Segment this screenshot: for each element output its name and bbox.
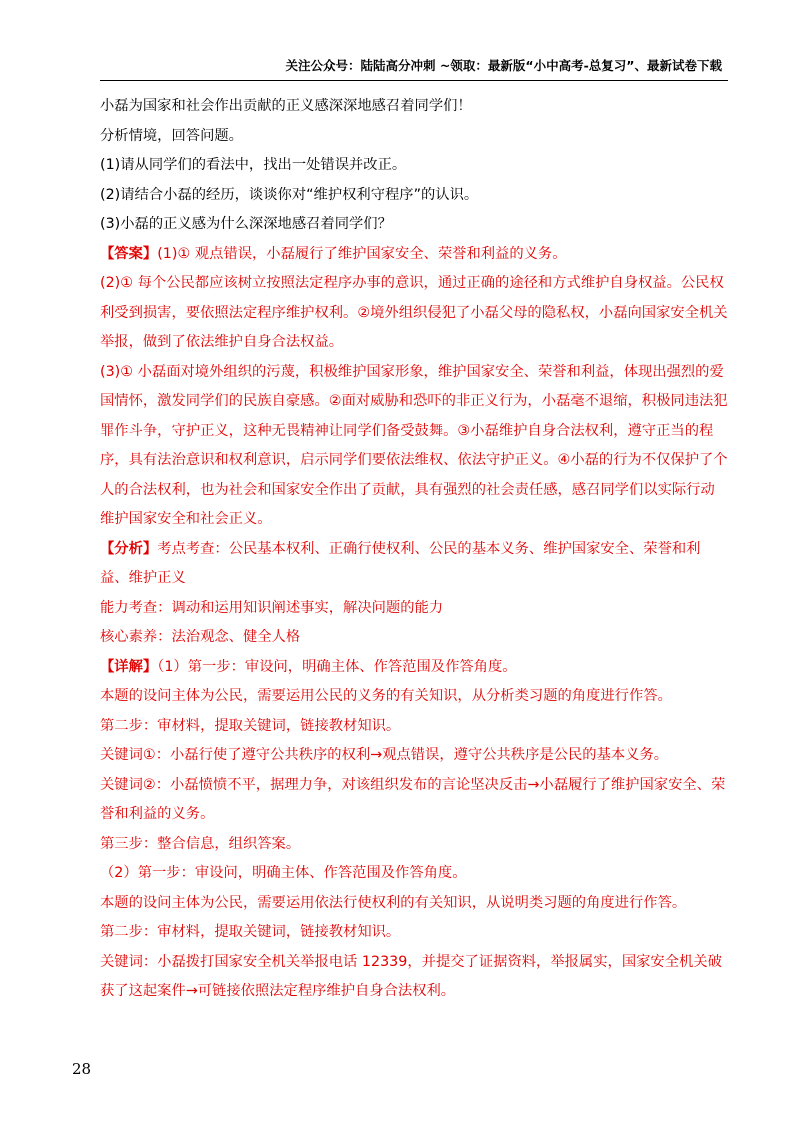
question-2: (2)请结合小磊的经历，谈谈你对“维护权利守程序”的认识。 [100,186,479,203]
analysis-topics [100,535,728,594]
detail-step-1-q1 [100,653,728,683]
header-divider [100,80,728,81]
detail-subject-q2: 本题的设问主体为公民，需要运用依法行使权利的有关知识，从说明类习题的角度进行作答。 [100,894,687,911]
instruction-line: 分析情境，回答问题。 [100,127,243,144]
intro-line: 小磊为国家和社会作出贡献的正义感深深地感召着同学们！ [100,98,472,114]
detail-keyword-q2: 关键词：小磊拨打国家安全机关举报电话 12339，并提交了证据资料，举报属实，国家安全机关破获了这起案件→可链接依照法定程序维护自身合法权利。 [100,953,722,999]
question-1: (1)请从同学们的看法中，找出一处错误并改正。 [100,157,407,173]
detail-step-1-q2: （2）第一步：审设问，明确主体、作答范围及作答角度。 [100,865,467,881]
detail-step-2-q2: 第二步：审材料，提取关键词，链接教材知识。 [100,924,401,940]
answer-tag: 【答案】 [100,245,158,262]
question-3: (3)小磊的正义感为什么深深地感召着同学们？ [100,216,392,232]
document-body [100,92,728,1007]
analysis-literacy: 核心素养：法治观念、健全人格 [100,629,301,645]
analysis-topics-text: 考点考查：公民基本权利、正确行使权利、公民的基本义务、维护国家安全、荣誉和利益、维护正义 [100,540,701,586]
detail-keyword-1: 关键词①：小磊行使了遵守公共秩序的权利→观点错误，遵守公共秩序是公民的基本义务。 [100,747,669,763]
detail-step-1-q1-text: （1）第一步：审设问，明确主体、作答范围及作答角度。 [157,658,517,675]
answer-part-1 [100,240,728,270]
analysis-ability: 能力考查：调动和运用知识阐述事实，解决问题的能力 [100,599,444,616]
detail-keyword-2: 关键词②：小磊愤愤不平，据理力争，对该组织发布的言论坚决反击→小磊履行了维护国家安全、荣誉和利益的义务。 [100,776,726,822]
detail-tag: 【详解】 [100,658,158,675]
analysis-tag: 【分析】 [100,540,158,557]
page-number: 28 [72,1060,92,1078]
detail-step-2-q1: 第二步：审材料，提取关键词，链接教材知识。 [100,717,401,734]
page-header: 关注公众号：陆陆高分冲刺 ~领取：最新版“小中高考-总复习”、最新试卷下载 [285,58,722,73]
detail-step-3-q1: 第三步：整合信息，组织答案。 [100,835,301,852]
detail-subject-q1: 本题的设问主体为公民，需要运用公民的义务的有关知识，从分析类习题的角度进行作答。 [100,688,672,704]
answer-part-1-text: (1)① 观点错误，小磊履行了维护国家安全、荣誉和利益的义务。 [157,245,567,262]
answer-part-3: (3)① 小磊面对境外组织的污蔑，积极维护国家形象，维护国家安全、荣誉和利益，体现出强烈的爱国情怀，激发同学们的民族自豪感。②面对威胁和恐吓的非正义行为，小磊毫不退缩，积极同违法犯罪作斗争，守护正义，这种无畏精神让同学们备受鼓舞。③小磊维护自身合法权利，遵守正当的程序，具有法治意识和权利意识，启示同学们要依法维权、依法守护正义。④小磊的行为不仅保护了个人的合法权利，也为社会和国家安全作出了贡献，具有强烈的社会责任感，感召同学们以实际行动维护国家安全和社会正义。 [100,363,728,527]
answer-part-2: (2)① 每个公民都应该树立按照法定程序办事的意识，通过正确的途径和方式维护自身权益。公民权利受到损害，要依照法定程序维护权利。②境外组织侵犯了小磊父母的隐私权，小磊向国家安全机关举报，做到了依法维护自身合法权益。 [100,275,728,350]
